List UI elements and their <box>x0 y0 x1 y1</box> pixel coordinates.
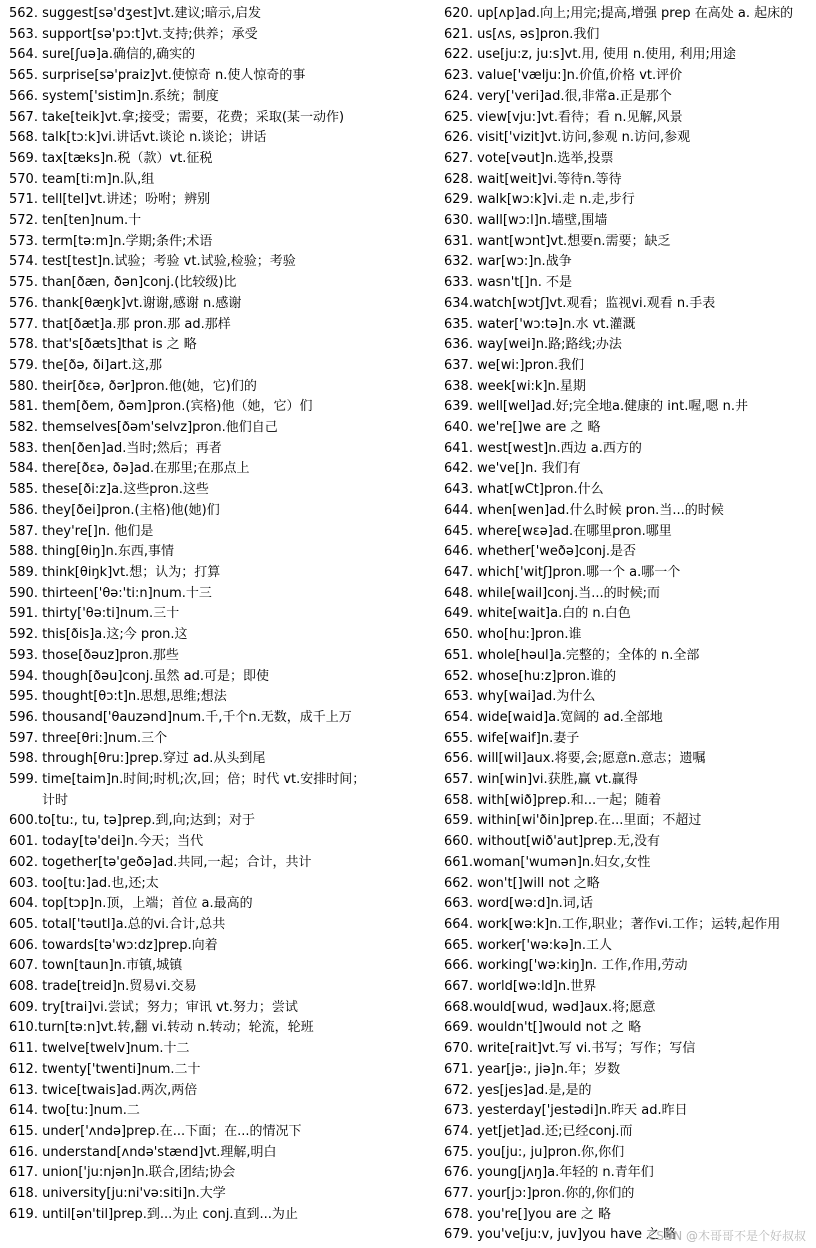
vocab-entry: 578. that's[ðæts]that is 之 略 <box>9 337 197 353</box>
vocab-entry: 659. within[wi'ðin]prep.在...里面；不超过 <box>444 813 702 829</box>
vocab-entry: 614. two[tu:]num.二 <box>9 1103 140 1119</box>
vocab-entry: 652. whose[hu:z]pron.谁的 <box>444 668 617 684</box>
vocab-entry: 648. while[wail]conj.当...的时候;而 <box>444 585 660 601</box>
vocab-entry: 643. what[wCt]pron.什么 <box>444 482 604 498</box>
vocab-entry: 625. view[vju:]vt.看待；看 n.见解,风景 <box>444 109 683 125</box>
vocab-entry: 607. town[taun]n.市镇,城镇 <box>9 958 183 974</box>
vocab-entry: 624. very['veri]ad.很,非常a.正是那个 <box>444 88 672 104</box>
vocab-entry: 636. way[wei]n.路;路线;办法 <box>444 337 622 353</box>
vocab-entry: 635. water['wɔ:tə]n.水 vt.灌溉 <box>444 316 636 332</box>
vocab-entry: 670. write[rait]vt.写 vi.书写；写作；写信 <box>444 1041 696 1057</box>
vocab-entry: 651. whole[həul]a.完整的；全体的 n.全部 <box>444 647 700 663</box>
vocab-entry: 676. young[jʌŋ]a.年轻的 n.青年们 <box>444 1165 654 1181</box>
vocab-entry: 647. which['witʃ]pron.哪一个 a.哪一个 <box>444 564 681 580</box>
vocab-entry: 666. working['wə:kiŋ]n. 工作,作用,劳动 <box>444 958 688 974</box>
vocab-entry: 599. time[taim]n.时间;时机;次,回；倍；时代 vt.安排时间； <box>9 772 366 788</box>
vocab-entry: 571. tell[tel]vt.讲述；吩咐；辨别 <box>9 192 211 208</box>
vocab-entry: 661.woman['wumən]n.妇女,女性 <box>444 854 651 870</box>
vocab-entry: 604. top[tɔp]n.顶，上端；首位 a.最高的 <box>9 896 253 912</box>
vocab-entry: 592. this[ðis]a.这;今 pron.这 <box>9 627 188 643</box>
vocab-entry: 621. us[ʌs, əs]pron.我们 <box>444 26 600 42</box>
vocab-entry: 668.would[wud, wəd]aux.将;愿意 <box>444 999 656 1015</box>
vocab-entry: 618. university[ju:ni'və:siti]n.大学 <box>9 1186 226 1202</box>
vocab-entry: 622. use[ju:z, ju:s]vt.用, 使用 n.使用, 利用;用途 <box>444 47 736 63</box>
vocab-entry: 678. you're[]you are 之 略 <box>444 1206 612 1222</box>
vocab-entry: 606. towards[tə'wɔ:dz]prep.向着 <box>9 937 218 953</box>
vocab-entry: 609. try[trai]vi.尝试；努力；审讯 vt.努力；尝试 <box>9 999 298 1015</box>
vocab-entry: 665. worker['wə:kə]n.工人 <box>444 937 613 953</box>
vocab-entry: 596. thousand['θauzənd]num.千,千个n.无数，成千上万 <box>9 709 352 725</box>
vocab-entry: 576. thank[θæŋk]vt.谢谢,感谢 n.感谢 <box>9 295 242 311</box>
watermark: CSDN @木哥哥不是个好叔叔 <box>647 1229 806 1243</box>
vocab-entry: 637. we[wi:]pron.我们 <box>444 357 585 373</box>
vocab-entry: 591. thirty['θə:ti]num.三十 <box>9 606 180 622</box>
vocab-entry: 573. term[tə:m]n.学期;条件;术语 <box>9 233 213 249</box>
vocab-entry: 662. won't[]will not 之略 <box>444 875 600 891</box>
vocab-entry: 657. win[win]vi.获胜,赢 vt.赢得 <box>444 772 638 788</box>
vocab-entry: 585. these[ði:z]a.这些pron.这些 <box>9 482 209 498</box>
vocab-entry: 646. whether['weðə]conj.是否 <box>444 544 637 560</box>
vocab-entry: 675. you[ju:, ju]pron.你,你们 <box>444 1144 625 1160</box>
vocab-entry: 663. word[wə:d]n.词,话 <box>444 896 593 912</box>
vocab-entry: 639. well[wel]ad.好;完全地a.健康的 int.喔,嗯 n.井 <box>444 399 748 415</box>
vocab-entry: 582. themselves[ðəm'selvz]pron.他们自己 <box>9 420 278 436</box>
vocab-entry: 580. their[ðεə, ðər]pron.他(她，它)们的 <box>9 378 257 394</box>
vocab-entry: 574. test[test]n.试验；考验 vt.试验,检验；考验 <box>9 254 296 270</box>
vocab-entry: 640. we're[]we are 之 略 <box>444 420 601 436</box>
right-column <box>444 4 816 1246</box>
vocab-entry: 633. wasn't[]n. 不是 <box>444 275 573 291</box>
vocab-entry: 615. under['ʌndə]prep.在...下面；在...的情况下 <box>9 1123 302 1139</box>
vocab-entry: 626. visit['vizit]vt.访问,参观 n.访问,参观 <box>444 130 691 146</box>
vocab-entry: 629. walk[wɔ:k]vi.走 n.走,步行 <box>444 192 635 208</box>
vocab-entry: 581. them[ðem, ðəm]pron.(宾格)他（她，它）们 <box>9 399 313 415</box>
vocab-entry: 641. west[west]n.西边 a.西方的 <box>444 440 642 456</box>
vocab-entry-continuation: 计时 <box>42 792 69 808</box>
vocab-entry: 594. though[ðəu]conj.虽然 ad.可是；即使 <box>9 668 270 684</box>
vocab-entry: 669. wouldn't[]would not 之 略 <box>444 1020 642 1036</box>
vocab-entry: 649. white[wait]a.白的 n.白色 <box>444 606 631 622</box>
vocab-entry: 673. yesterday['jestədi]n.昨天 ad.昨日 <box>444 1103 688 1119</box>
vocab-entry: 595. thought[θɔ:t]n.思想,思维;想法 <box>9 689 227 705</box>
vocab-entry: 598. through[θru:]prep.穿过 ad.从头到尾 <box>9 751 266 767</box>
vocab-entry: 611. twelve[twelv]num.十二 <box>9 1041 190 1057</box>
vocab-entry: 600.to[tu:, tu, tə]prep.到,向;达到；对于 <box>9 813 256 829</box>
vocab-entry: 565. surprise[sə'praiz]vt.使惊奇 n.使人惊奇的事 <box>9 68 306 84</box>
vocab-entry: 644. when[wen]ad.什么时候 pron.当...的时候 <box>444 502 724 518</box>
vocab-entry: 653. why[wai]ad.为什么 <box>444 689 596 705</box>
vocab-entry: 602. together[tə'geðə]ad.共同,一起；合计，共计 <box>9 854 312 870</box>
vocab-entry: 632. war[wɔ:]n.战争 <box>444 254 572 270</box>
vocab-entry: 655. wife[waif]n.妻子 <box>444 730 580 746</box>
vocab-entry: 620. up[ʌp]ad.向上;用完;提高,增强 prep 在高处 a. 起床的 <box>444 6 794 21</box>
vocab-entry: 660. without[wið'aut]prep.无,没有 <box>444 834 660 850</box>
vocab-entry: 671. year[jə:, jiə]n.年；岁数 <box>444 1061 621 1077</box>
vocab-entry: 628. wait[weit]vi.等待n.等待 <box>444 171 622 187</box>
vocab-entry: 570. team[ti:m]n.队,组 <box>9 171 155 187</box>
vocab-entry: 588. thing[θiŋ]n.东西,事情 <box>9 544 174 560</box>
vocab-entry: 563. support[sə'pɔ:t]vt.支持;供养；承受 <box>9 26 258 42</box>
vocab-entry: 613. twice[twais]ad.两次,两倍 <box>9 1082 198 1098</box>
vocab-entry: 569. tax[tæks]n.税（款）vt.征税 <box>9 150 213 166</box>
vocab-entry: 650. who[hu:]pron.谁 <box>444 627 582 643</box>
vocab-entry: 577. that[ðæt]a.那 pron.那 ad.那样 <box>9 316 231 332</box>
vocab-entry: 672. yes[jes]ad.是,是的 <box>444 1082 592 1098</box>
vocab-entry: 616. understand[ʌndə'stænd]vt.理解,明白 <box>9 1144 277 1160</box>
vocab-entry: 601. today[tə'dei]n.今天；当代 <box>9 834 204 850</box>
vocab-entry: 605. total['təutl]a.总的vi.合计,总共 <box>9 916 226 932</box>
vocab-entry: 566. system['sistim]n.系统；制度 <box>9 88 219 104</box>
vocab-entry: 654. wide[waid]a.宽阔的 ad.全部地 <box>444 709 663 725</box>
vocab-entry: 612. twenty['twenti]num.二十 <box>9 1061 201 1077</box>
vocab-entry: 583. then[ðen]ad.当时;然后；再者 <box>9 440 222 456</box>
vocab-entry: 586. they[ðei]pron.(主格)他(她)们 <box>9 502 220 518</box>
vocab-entry: 638. week[wi:k]n.星期 <box>444 378 586 394</box>
vocab-entry: 562. suggest[sə'dʒest]vt.建议;暗示,启发 <box>9 6 262 21</box>
vocab-entry: 630. wall[wɔ:l]n.墙壁,围墙 <box>444 213 608 229</box>
vocab-entry: 658. with[wið]prep.和...一起；随着 <box>444 792 662 808</box>
vocab-entry: 590. thirteen['θə:'ti:n]num.十三 <box>9 585 212 601</box>
vocab-entry: 679. you've[ju:v, juv]you have 之 略 <box>444 1227 677 1243</box>
vocab-entry: 603. too[tu:]ad.也,还;太 <box>9 875 159 891</box>
vocab-entry: 674. yet[jet]ad.还;已经conj.而 <box>444 1123 633 1139</box>
vocab-entry: 593. those[ðəuz]pron.那些 <box>9 647 179 663</box>
vocab-entry: 667. world[wə:ld]n.世界 <box>444 979 597 995</box>
vocab-entry: 631. want[wɔnt]vt.想要n.需要；缺乏 <box>444 233 671 249</box>
vocab-entry: 627. vote[vəut]n.选举,投票 <box>444 150 614 166</box>
vocab-entry: 567. take[teik]vt.拿;接受；需要，花费；采取(某一动作) <box>9 109 345 125</box>
vocab-entry: 664. work[wə:k]n.工作,职业；著作vi.工作；运转,起作用 <box>444 916 781 932</box>
vocab-entry: 579. the[ðə, ði]art.这,那 <box>9 357 163 373</box>
vocab-entry: 564. sure[ʃuə]a.确信的,确实的 <box>9 47 196 63</box>
vocab-entry: 634.watch[wɔtʃ]vt.观看；监视vi.观看 n.手表 <box>444 295 716 311</box>
vocab-entry: 575. than[ðæn, ðən]conj.(比较级)比 <box>9 275 237 291</box>
left-column <box>9 4 404 1225</box>
vocab-entry: 568. talk[tɔ:k]vi.讲话vt.谈论 n.谈论；讲话 <box>9 130 267 146</box>
vocab-entry: 619. until[ən'til]prep.到...为止 conj.直到...为止 <box>9 1206 298 1222</box>
vocab-entry: 597. three[θri:]num.三个 <box>9 730 168 746</box>
vocab-entry: 677. your[jɔ:]pron.你的,你们的 <box>444 1186 635 1202</box>
vocab-entry: 642. we've[]n. 我们有 <box>444 461 581 477</box>
vocab-entry: 608. trade[treid]n.贸易vi.交易 <box>9 979 197 995</box>
vocab-entry: 617. union['ju:njən]n.联合,团结;协会 <box>9 1165 236 1181</box>
vocab-entry: 623. value['vælju:]n.价值,价格 vt.评价 <box>444 68 683 84</box>
vocab-entry: 645. where[wεə]ad.在哪里pron.哪里 <box>444 523 672 539</box>
vocab-entry: 656. will[wil]aux.将要,会;愿意n.意志；遗嘱 <box>444 751 706 767</box>
vocab-entry: 589. think[θiŋk]vt.想；认为；打算 <box>9 564 221 580</box>
vocab-entry: 572. ten[ten]num.十 <box>9 213 142 229</box>
vocab-entry: 587. they're[]n. 他们是 <box>9 523 154 539</box>
vocab-entry: 584. there[ðεə, ðə]ad.在那里;在那点上 <box>9 461 250 477</box>
vocab-entry: 610.turn[tə:n]vt.转,翻 vi.转动 n.转动；轮流，轮班 <box>9 1020 314 1036</box>
